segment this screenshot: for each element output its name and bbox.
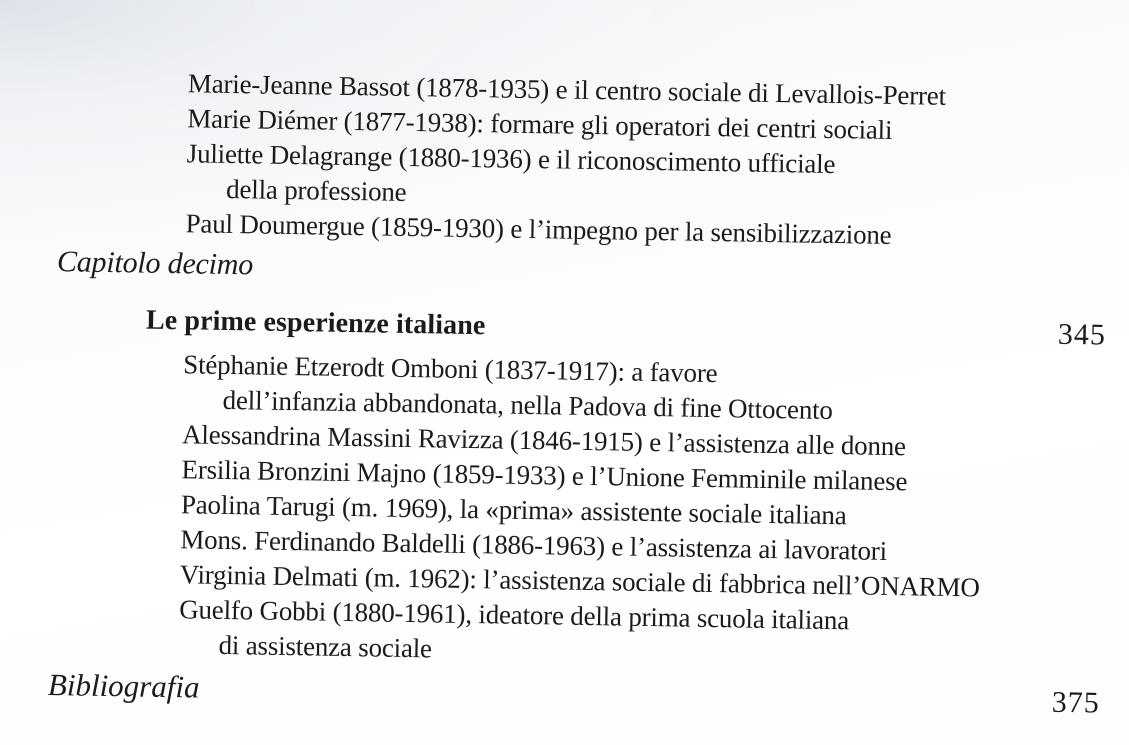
toc-entry-baldelli: Mons. Ferdinando Baldelli (1886-1963) e l’assistenza ai lavoratori	[180, 524, 888, 566]
toc-entry-gobbi-continuation: di assistenza sociale	[218, 629, 433, 664]
toc-entry-omboni-continuation: dell’infanzia abbandonata, nella Padova di fine Ottocento	[222, 384, 834, 426]
toc-entry-tarugi: Paolina Tarugi (m. 1969), la «prima» assistente sociale italiana	[180, 489, 847, 531]
chapter-ten-label: Capitolo decimo	[56, 245, 254, 282]
toc-entry-ravizza: Alessandrina Massini Ravizza (1846-1915) e l’assistenza alle donne	[181, 419, 907, 462]
toc-entry-gobbi: Guelfo Gobbi (1880-1961), ideatore della prima scuola italiana	[178, 594, 850, 636]
toc-entry-delmati: Virginia Delmati (m. 1962): l’assistenza sociale di fabbrica nell’ONARMO	[179, 559, 980, 603]
toc-entry-diemer: Marie Diémer (1877-1938): formare gli operatori dei centri sociali	[187, 103, 893, 145]
toc-entry-delagrange-continuation: della professione	[225, 173, 407, 207]
chapter-ten-page-number: 345	[1057, 317, 1107, 352]
bibliography-page-number: 375	[1051, 685, 1101, 720]
chapter-ten-title-row	[0, 299, 1125, 354]
bibliography-label: Bibliografia	[47, 667, 200, 705]
toc-entry-majno: Ersilia Bronzini Majno (1859-1933) e l’Unione Femminile milanese	[181, 454, 908, 497]
chapter-ten-title: Le prime esperienze italiane	[145, 304, 486, 342]
toc-entry-bassot: Marie-Jeanne Bassot (1878-1935) e il centro sociale di Levallois-Perret	[187, 68, 947, 111]
toc-entry-doumergue: Paul Doumergue (1859-1930) e l’impegno per la sensibilizzazione	[185, 208, 892, 250]
toc-entry-omboni: Stéphanie Etzerodt Omboni (1837-1917): a favore	[183, 349, 718, 389]
toc-entry-delagrange: Juliette Delagrange (1880-1936) e il riconoscimento ufficiale	[186, 138, 836, 180]
